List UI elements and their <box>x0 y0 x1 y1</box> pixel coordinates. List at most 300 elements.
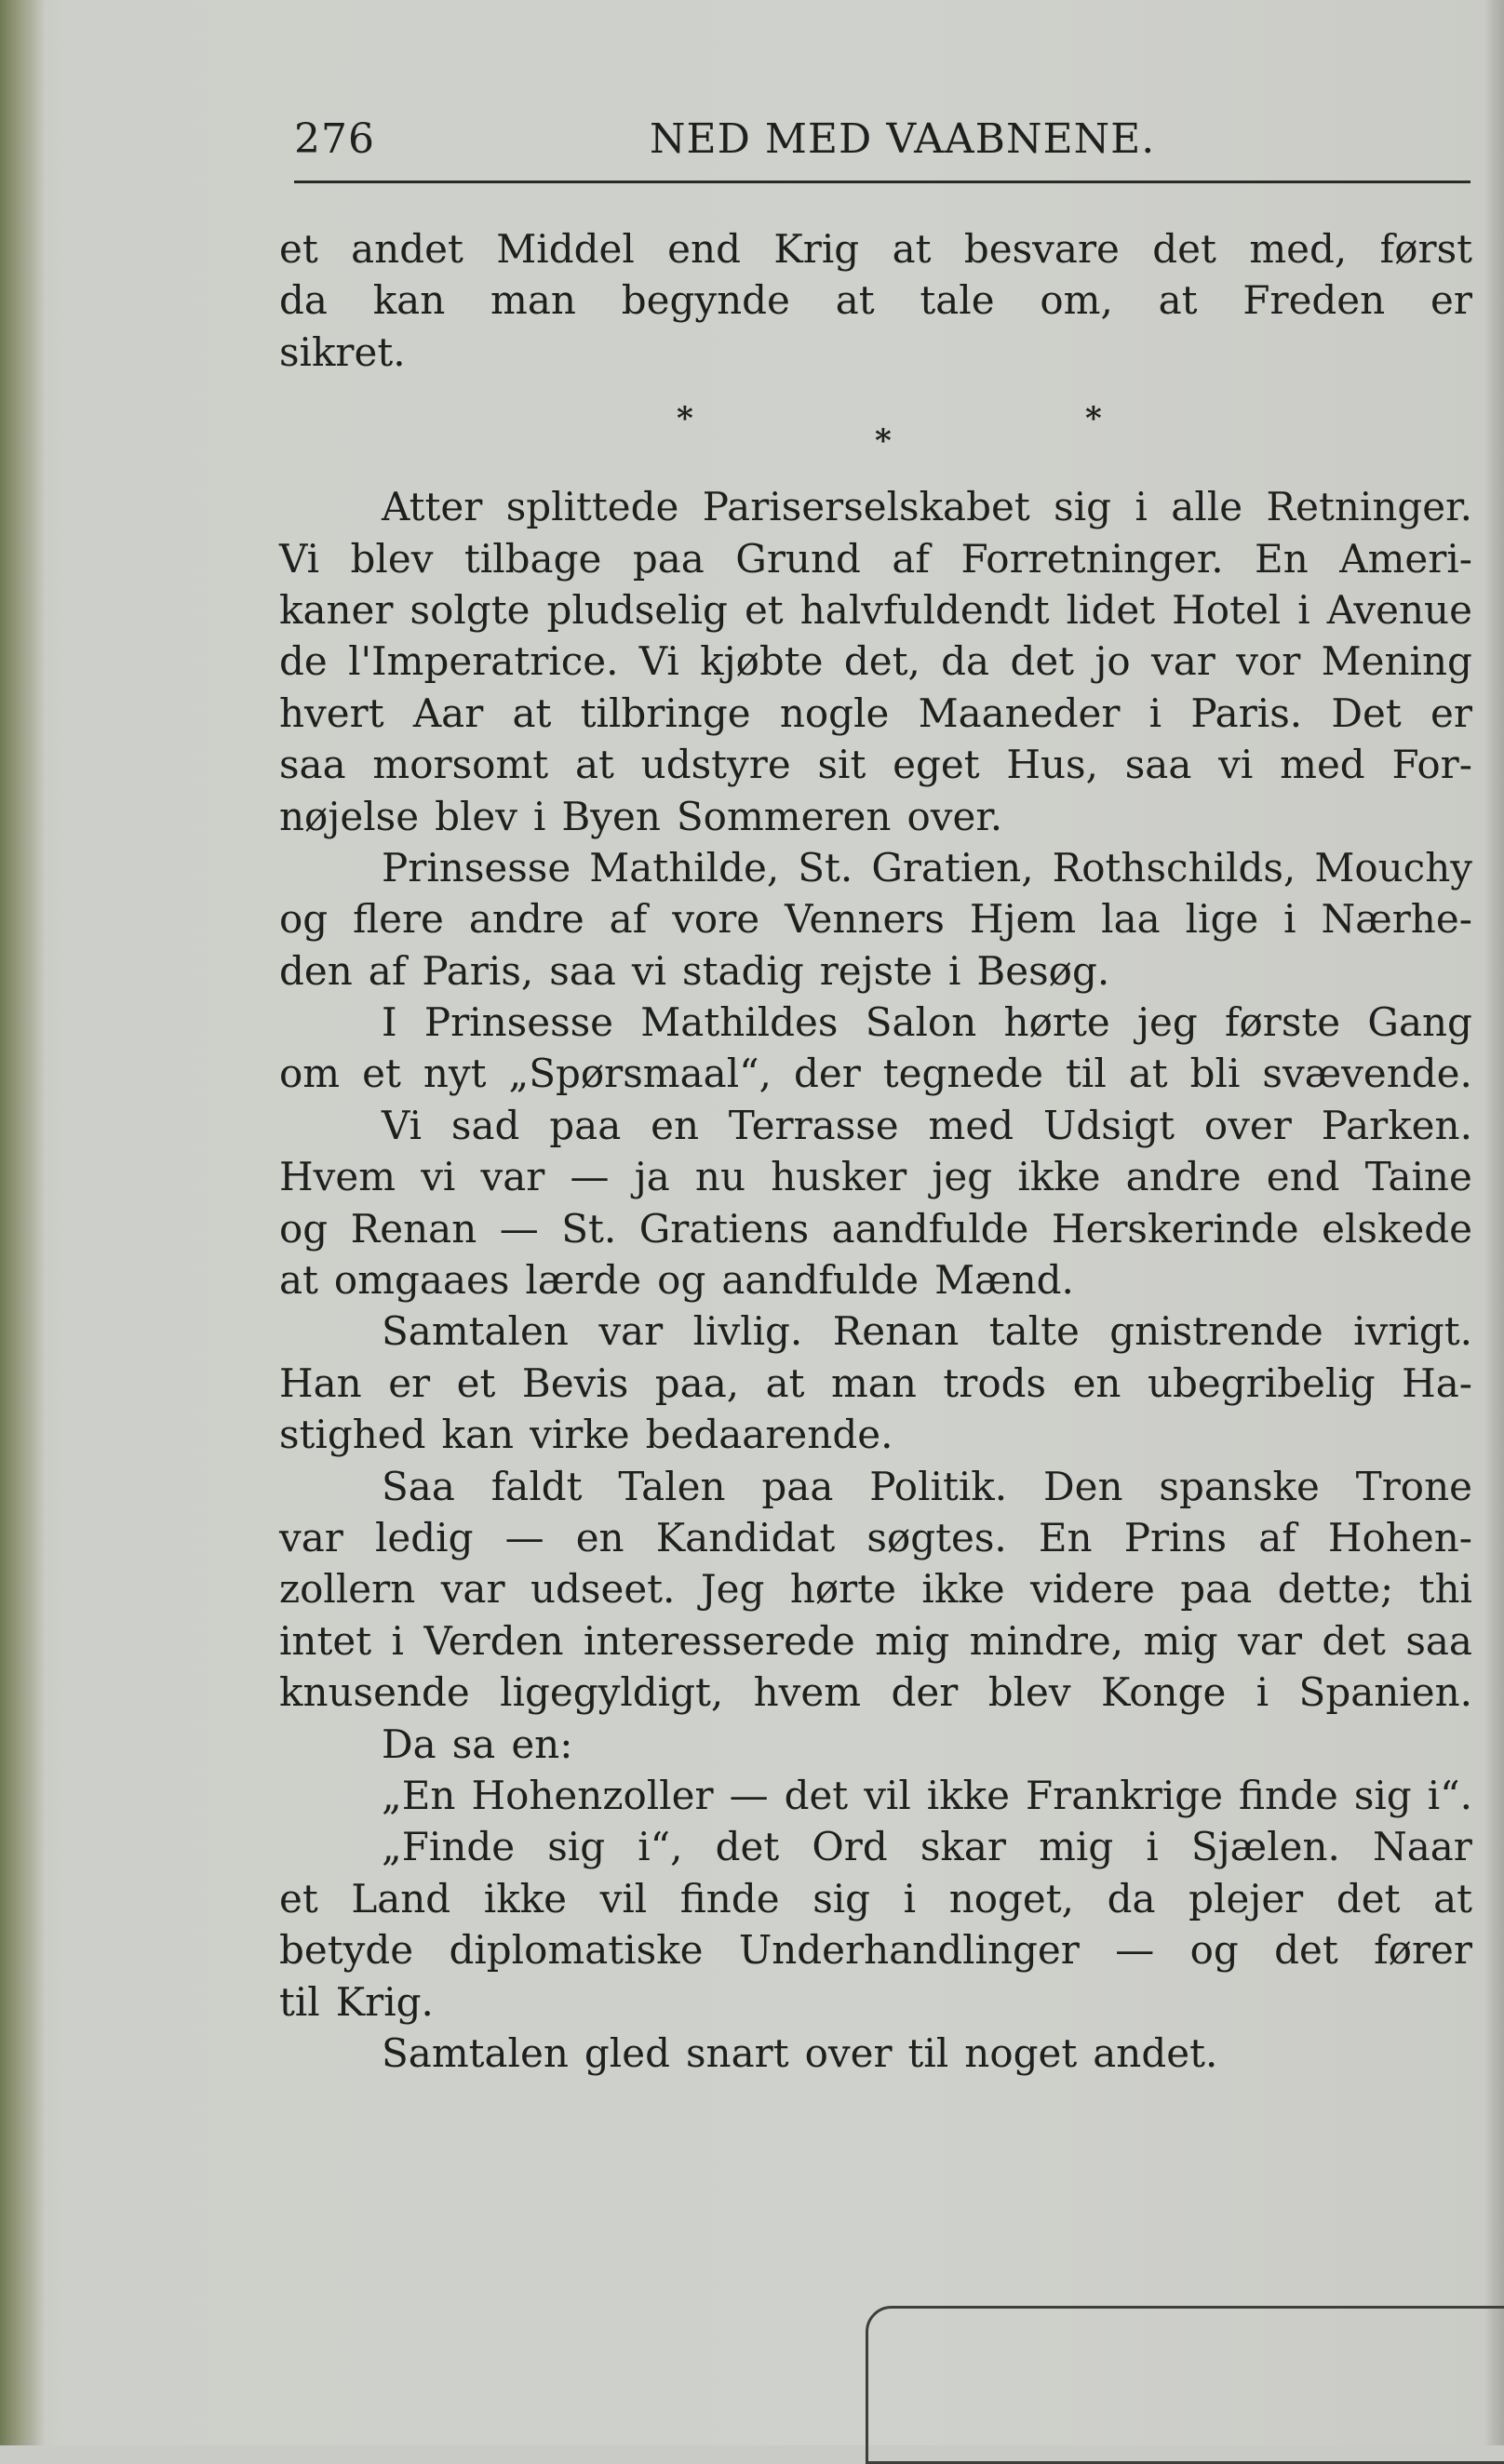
word: noget <box>964 2029 1078 2076</box>
word: kan <box>441 1412 515 1458</box>
word: et <box>362 1051 401 1097</box>
word: Gratiens <box>638 1205 810 1252</box>
word: Det <box>1331 690 1402 736</box>
word: bli <box>1189 1051 1241 1097</box>
word: Bevis <box>521 1359 629 1406</box>
word: Gratien, <box>871 844 1034 891</box>
word: intet <box>279 1617 372 1664</box>
word: Parken. <box>1321 1102 1472 1148</box>
word: Paris. <box>1190 690 1303 736</box>
word: laa <box>1101 896 1161 943</box>
text-line <box>279 842 1472 893</box>
word: og <box>657 1257 706 1304</box>
word: For- <box>1391 742 1472 788</box>
word: og <box>1189 1927 1239 1974</box>
word: i <box>1146 1824 1159 1870</box>
word: Prinsesse <box>382 844 571 891</box>
word: og <box>279 1205 329 1252</box>
word: Politik. <box>869 1463 1008 1509</box>
word: med <box>1280 742 1365 788</box>
header-rule <box>294 181 1470 183</box>
running-title: NED MED VAABNENE. <box>650 115 1156 163</box>
word: elskede <box>1322 1205 1472 1252</box>
word: finde <box>679 1875 780 1922</box>
word: i <box>1148 690 1162 736</box>
word: var <box>279 1514 343 1560</box>
word: at <box>1128 1051 1168 1097</box>
word: Grund <box>735 535 861 582</box>
word: udseet. <box>530 1566 676 1613</box>
word: end <box>1266 1154 1340 1200</box>
word: sad <box>450 1102 520 1148</box>
word: — <box>1115 1927 1155 1974</box>
text-line <box>279 481 1472 532</box>
word: betyde <box>279 1927 414 1974</box>
word: sig <box>812 1875 871 1922</box>
text-line <box>279 1924 1472 1975</box>
word: Terrasse <box>728 1102 899 1148</box>
word: paa <box>632 535 705 582</box>
word: splittede <box>505 484 679 530</box>
word: lidet <box>1066 586 1156 633</box>
word: Krig <box>773 226 860 272</box>
word: et <box>279 226 318 272</box>
text-line <box>279 1306 1472 1357</box>
word: andre <box>1125 1154 1242 1200</box>
word: at <box>765 1359 805 1406</box>
word: pludselig <box>546 586 728 633</box>
word: Kandidat <box>655 1514 836 1560</box>
word: diplomatiske <box>449 1927 704 1974</box>
word: Mathilde, <box>589 844 780 891</box>
word: — <box>729 1772 769 1818</box>
word: man <box>830 1359 917 1406</box>
word: er <box>1430 690 1472 736</box>
word: — <box>499 1205 539 1252</box>
text-line <box>279 1203 1472 1254</box>
word: Udsigt <box>1042 1102 1175 1148</box>
word: det <box>784 1772 849 1818</box>
word: at <box>512 690 552 736</box>
word: om, <box>1040 277 1113 324</box>
text-line <box>279 945 1472 997</box>
text-line <box>279 1254 1472 1306</box>
word: de <box>279 638 328 685</box>
word: et <box>456 1359 496 1406</box>
word: Prins <box>1123 1514 1228 1560</box>
word: af <box>368 947 407 994</box>
word: det <box>1010 638 1075 685</box>
text-line <box>279 1667 1472 1718</box>
word: det <box>715 1824 780 1870</box>
word: af <box>1258 1514 1296 1560</box>
word: St. <box>798 844 853 891</box>
word: videre <box>1030 1566 1155 1613</box>
binding-edge <box>0 0 45 2445</box>
word: Maaneder <box>918 690 1121 736</box>
word: lige <box>1185 896 1259 943</box>
word: Talen <box>618 1463 726 1509</box>
word: paa <box>1180 1566 1253 1613</box>
word: Underhandlinger <box>738 1927 1080 1974</box>
word: Frankrige <box>1025 1772 1223 1818</box>
word: Vi <box>638 638 679 685</box>
word: vil <box>864 1772 911 1818</box>
text-line <box>279 2028 1472 2079</box>
word: Gang <box>1367 999 1472 1046</box>
word: da <box>1107 1875 1156 1922</box>
word: paa <box>549 1102 622 1148</box>
word: eget <box>893 742 980 788</box>
word: ubegribelig <box>1147 1359 1376 1406</box>
word: dette; <box>1277 1566 1394 1613</box>
text-line <box>279 1461 1472 1512</box>
word: ledig <box>374 1514 474 1560</box>
word: jeg <box>932 1154 993 1200</box>
word: udstyre <box>640 742 791 788</box>
word: Da <box>382 1721 436 1767</box>
word: mig <box>875 1617 950 1664</box>
word: i <box>947 947 961 994</box>
word: tegnede <box>882 1051 1044 1097</box>
word: morsomt <box>372 742 549 788</box>
word: Konge <box>1101 1669 1227 1716</box>
word: i <box>532 793 546 839</box>
word: vi <box>1218 742 1254 788</box>
word: Mathildes <box>640 999 839 1046</box>
word: end <box>667 226 741 272</box>
word: besvare <box>963 226 1120 272</box>
text-line <box>279 1873 1472 1924</box>
word: interesserede <box>583 1617 855 1664</box>
word: man <box>490 277 576 324</box>
word: Atter <box>382 484 483 530</box>
word: søgtes. <box>866 1514 1007 1560</box>
word: jeg <box>1136 999 1198 1046</box>
word: var <box>440 1566 505 1613</box>
text-line <box>279 997 1472 1048</box>
word: halvfuldendt <box>799 586 1050 633</box>
word: Hus, <box>1006 742 1098 788</box>
word: Aar <box>412 690 484 736</box>
word: Hohenzoller <box>471 1772 714 1818</box>
word: aandfulde <box>721 1257 920 1304</box>
word: nu <box>694 1154 746 1200</box>
word: saa <box>1405 1617 1472 1664</box>
page-number: 276 <box>294 115 375 163</box>
word: det, <box>843 638 920 685</box>
word: at <box>892 226 932 272</box>
word: Taine <box>1364 1154 1472 1200</box>
word: Herskerinde <box>1051 1205 1299 1252</box>
word: Mening <box>1321 638 1472 685</box>
word: et <box>279 1875 318 1922</box>
word: Avenue <box>1326 586 1472 633</box>
word: om <box>279 1051 341 1097</box>
word: gled <box>584 2029 670 2076</box>
word: Ha- <box>1402 1359 1472 1406</box>
word: et <box>744 586 784 633</box>
word: sig <box>1353 1772 1412 1818</box>
word: begynde <box>621 277 790 324</box>
word: det <box>1322 1617 1386 1664</box>
word: stadig <box>682 947 804 994</box>
word: at <box>835 277 875 324</box>
section-break <box>279 378 1472 481</box>
word: var <box>1238 1617 1302 1664</box>
word: Spanien. <box>1298 1669 1472 1716</box>
word: plejer <box>1188 1875 1304 1922</box>
word: finde <box>1239 1772 1338 1818</box>
word: virke <box>530 1412 630 1458</box>
word: af <box>892 535 930 582</box>
word: l'Imperatrice. <box>348 638 619 685</box>
word: Nærhe- <box>1321 896 1472 943</box>
word: ikke <box>1017 1154 1101 1200</box>
word: Vi <box>382 1102 423 1148</box>
word: „Spørsmaal“, <box>508 1051 772 1097</box>
word: i <box>1256 1669 1269 1716</box>
word: i <box>1283 896 1296 943</box>
word: Byen <box>561 793 661 839</box>
word: hvert <box>279 690 384 736</box>
word: Renan <box>832 1308 960 1355</box>
word: omgaaes <box>333 1257 510 1304</box>
word: tale <box>920 277 995 324</box>
word: da <box>279 277 328 324</box>
text-line <box>279 1976 1472 2028</box>
word: over <box>1203 1102 1292 1148</box>
word: zollern <box>279 1566 416 1613</box>
word: sig <box>547 1824 606 1870</box>
word: Hotel <box>1172 586 1282 633</box>
word: at <box>1158 277 1198 324</box>
word: ikke <box>921 1566 1005 1613</box>
word: gnistrende <box>1109 1308 1323 1355</box>
word: i“. <box>1427 1772 1472 1818</box>
text-line <box>279 636 1472 687</box>
word: Naar <box>1372 1824 1472 1870</box>
word: saa <box>279 742 346 788</box>
word: Prinsesse <box>423 999 614 1046</box>
word: og <box>279 896 329 943</box>
body-text <box>279 223 1472 2079</box>
word: sa <box>451 1721 496 1767</box>
word: var <box>1151 638 1215 685</box>
word: Middel <box>496 226 635 272</box>
word: det <box>1336 1875 1401 1922</box>
word: Forretninger. <box>960 535 1224 582</box>
word: sikret. <box>279 328 406 375</box>
word: i <box>903 1875 917 1922</box>
word: Samtalen <box>382 2029 569 2076</box>
word: med <box>928 1102 1014 1148</box>
word: af <box>609 896 648 943</box>
word: — <box>504 1514 544 1560</box>
word: med, <box>1249 226 1348 272</box>
word: først <box>1379 226 1472 272</box>
word: der <box>891 1669 959 1716</box>
word: aandfulde <box>831 1205 1029 1252</box>
word: andre <box>468 896 584 943</box>
word: det <box>1274 1927 1338 1974</box>
word: andet <box>351 226 463 272</box>
word: at <box>1433 1875 1472 1922</box>
word: St. <box>561 1205 617 1252</box>
word: Hvem <box>279 1154 396 1200</box>
word: blev <box>350 535 434 582</box>
word: „En <box>382 1772 456 1818</box>
word: hørte <box>789 1566 896 1613</box>
word: Paris, <box>422 947 534 994</box>
word: det <box>1152 226 1216 272</box>
word: En <box>1255 535 1309 582</box>
word: er <box>388 1359 431 1406</box>
word: knusende <box>279 1669 470 1716</box>
word: over. <box>906 793 1003 839</box>
word: Mouchy <box>1314 844 1472 891</box>
word: Salon <box>865 999 977 1046</box>
text-line <box>279 1151 1472 1202</box>
word: til <box>1066 1051 1107 1097</box>
word: tilbage <box>463 535 602 582</box>
text-line <box>279 1719 1472 1770</box>
word: blev <box>987 1669 1071 1716</box>
word: Mænd. <box>934 1257 1074 1304</box>
word: Hohen- <box>1327 1514 1472 1560</box>
word: Hjem <box>969 896 1077 943</box>
word: Retninger. <box>1266 484 1472 530</box>
word: en <box>575 1514 624 1560</box>
word: fører <box>1374 1927 1472 1974</box>
word: alle <box>1171 484 1243 530</box>
word: talte <box>988 1308 1080 1355</box>
word: mindre, <box>969 1617 1124 1664</box>
page-edge <box>1484 0 1504 2445</box>
word: en <box>651 1102 700 1148</box>
word: til <box>279 1978 320 2025</box>
word: Den <box>1042 1463 1123 1509</box>
word: blev <box>435 793 517 839</box>
word: Ord <box>812 1824 888 1870</box>
word: En <box>1038 1514 1093 1560</box>
text-line <box>279 1770 1472 1821</box>
word: nøjelse <box>279 793 420 839</box>
asterisk-mark: * <box>875 422 892 461</box>
text-line <box>279 688 1472 739</box>
word: flere <box>353 896 444 943</box>
word: Ameri- <box>1339 535 1472 582</box>
word: vore <box>672 896 760 943</box>
word: hvem <box>753 1669 862 1716</box>
word: ja <box>634 1154 670 1200</box>
word: vil <box>599 1875 648 1922</box>
word: kjøbte <box>700 638 824 685</box>
word: noget, <box>948 1875 1074 1922</box>
word: — <box>570 1154 610 1200</box>
word: Vi <box>279 535 320 582</box>
word: Rothschilds, <box>1052 844 1296 891</box>
text-line <box>279 1048 1472 1099</box>
running-head <box>294 115 1469 175</box>
word: ligegyldigt, <box>500 1669 724 1716</box>
word: mig <box>1039 1824 1114 1870</box>
word: der <box>793 1051 861 1097</box>
word: at <box>574 742 614 788</box>
word: Sjælen. <box>1190 1824 1340 1870</box>
word: Land <box>351 1875 451 1922</box>
word: Pariserselskabet <box>702 484 1030 530</box>
word: I <box>382 999 397 1046</box>
word: Han <box>279 1359 362 1406</box>
word: at <box>279 1257 318 1304</box>
word: thi <box>1418 1566 1472 1613</box>
word: sit <box>817 742 866 788</box>
word: da <box>941 638 990 685</box>
word: livlig. <box>692 1308 803 1355</box>
text-line <box>279 1409 1472 1460</box>
word: Sommeren <box>676 793 892 839</box>
word: andet. <box>1093 2029 1218 2076</box>
word: ikke <box>926 1772 1010 1818</box>
word: svævende. <box>1262 1051 1472 1097</box>
word: Verden <box>423 1617 564 1664</box>
word: husker <box>771 1154 907 1200</box>
word: i <box>1297 586 1310 633</box>
library-stamp-frame <box>866 2306 1504 2464</box>
word: Saa <box>382 1463 455 1509</box>
word: vi <box>421 1154 456 1200</box>
word: bedaarende. <box>645 1412 893 1458</box>
text-line <box>279 739 1472 790</box>
asterisk-mark: * <box>1085 400 1102 438</box>
text-line <box>279 1615 1472 1667</box>
word: Besøg. <box>976 947 1110 994</box>
word: i <box>1135 484 1148 530</box>
word: tilbringe <box>580 690 751 736</box>
word: nogle <box>779 690 890 736</box>
word: Venners <box>785 896 945 943</box>
word: vi <box>631 947 667 994</box>
word: paa <box>761 1463 834 1509</box>
word: rejste <box>819 947 933 994</box>
word: i“, <box>638 1824 683 1870</box>
word: skar <box>920 1824 1006 1870</box>
word: er <box>1430 277 1472 324</box>
word: stighed <box>279 1412 426 1458</box>
word: faldt <box>490 1463 583 1509</box>
word: Jeg <box>700 1566 765 1613</box>
text-line <box>279 1512 1472 1563</box>
word: Krig. <box>335 1978 434 2025</box>
word: saa <box>1124 742 1192 788</box>
word: en: <box>511 1721 573 1767</box>
word: Samtalen <box>382 1308 569 1355</box>
word: ikke <box>483 1875 567 1922</box>
word: hørte <box>1003 999 1110 1046</box>
word: vor <box>1236 638 1301 685</box>
word: solgte <box>410 586 530 633</box>
text-line <box>279 1100 1472 1151</box>
word: Trone <box>1355 1463 1472 1509</box>
word: paa, <box>654 1359 740 1406</box>
word: den <box>279 947 353 994</box>
text-line <box>279 275 1472 326</box>
word: kan <box>372 277 446 324</box>
word: spanske <box>1159 1463 1320 1509</box>
word: Renan <box>350 1205 477 1252</box>
text-line <box>279 223 1472 275</box>
